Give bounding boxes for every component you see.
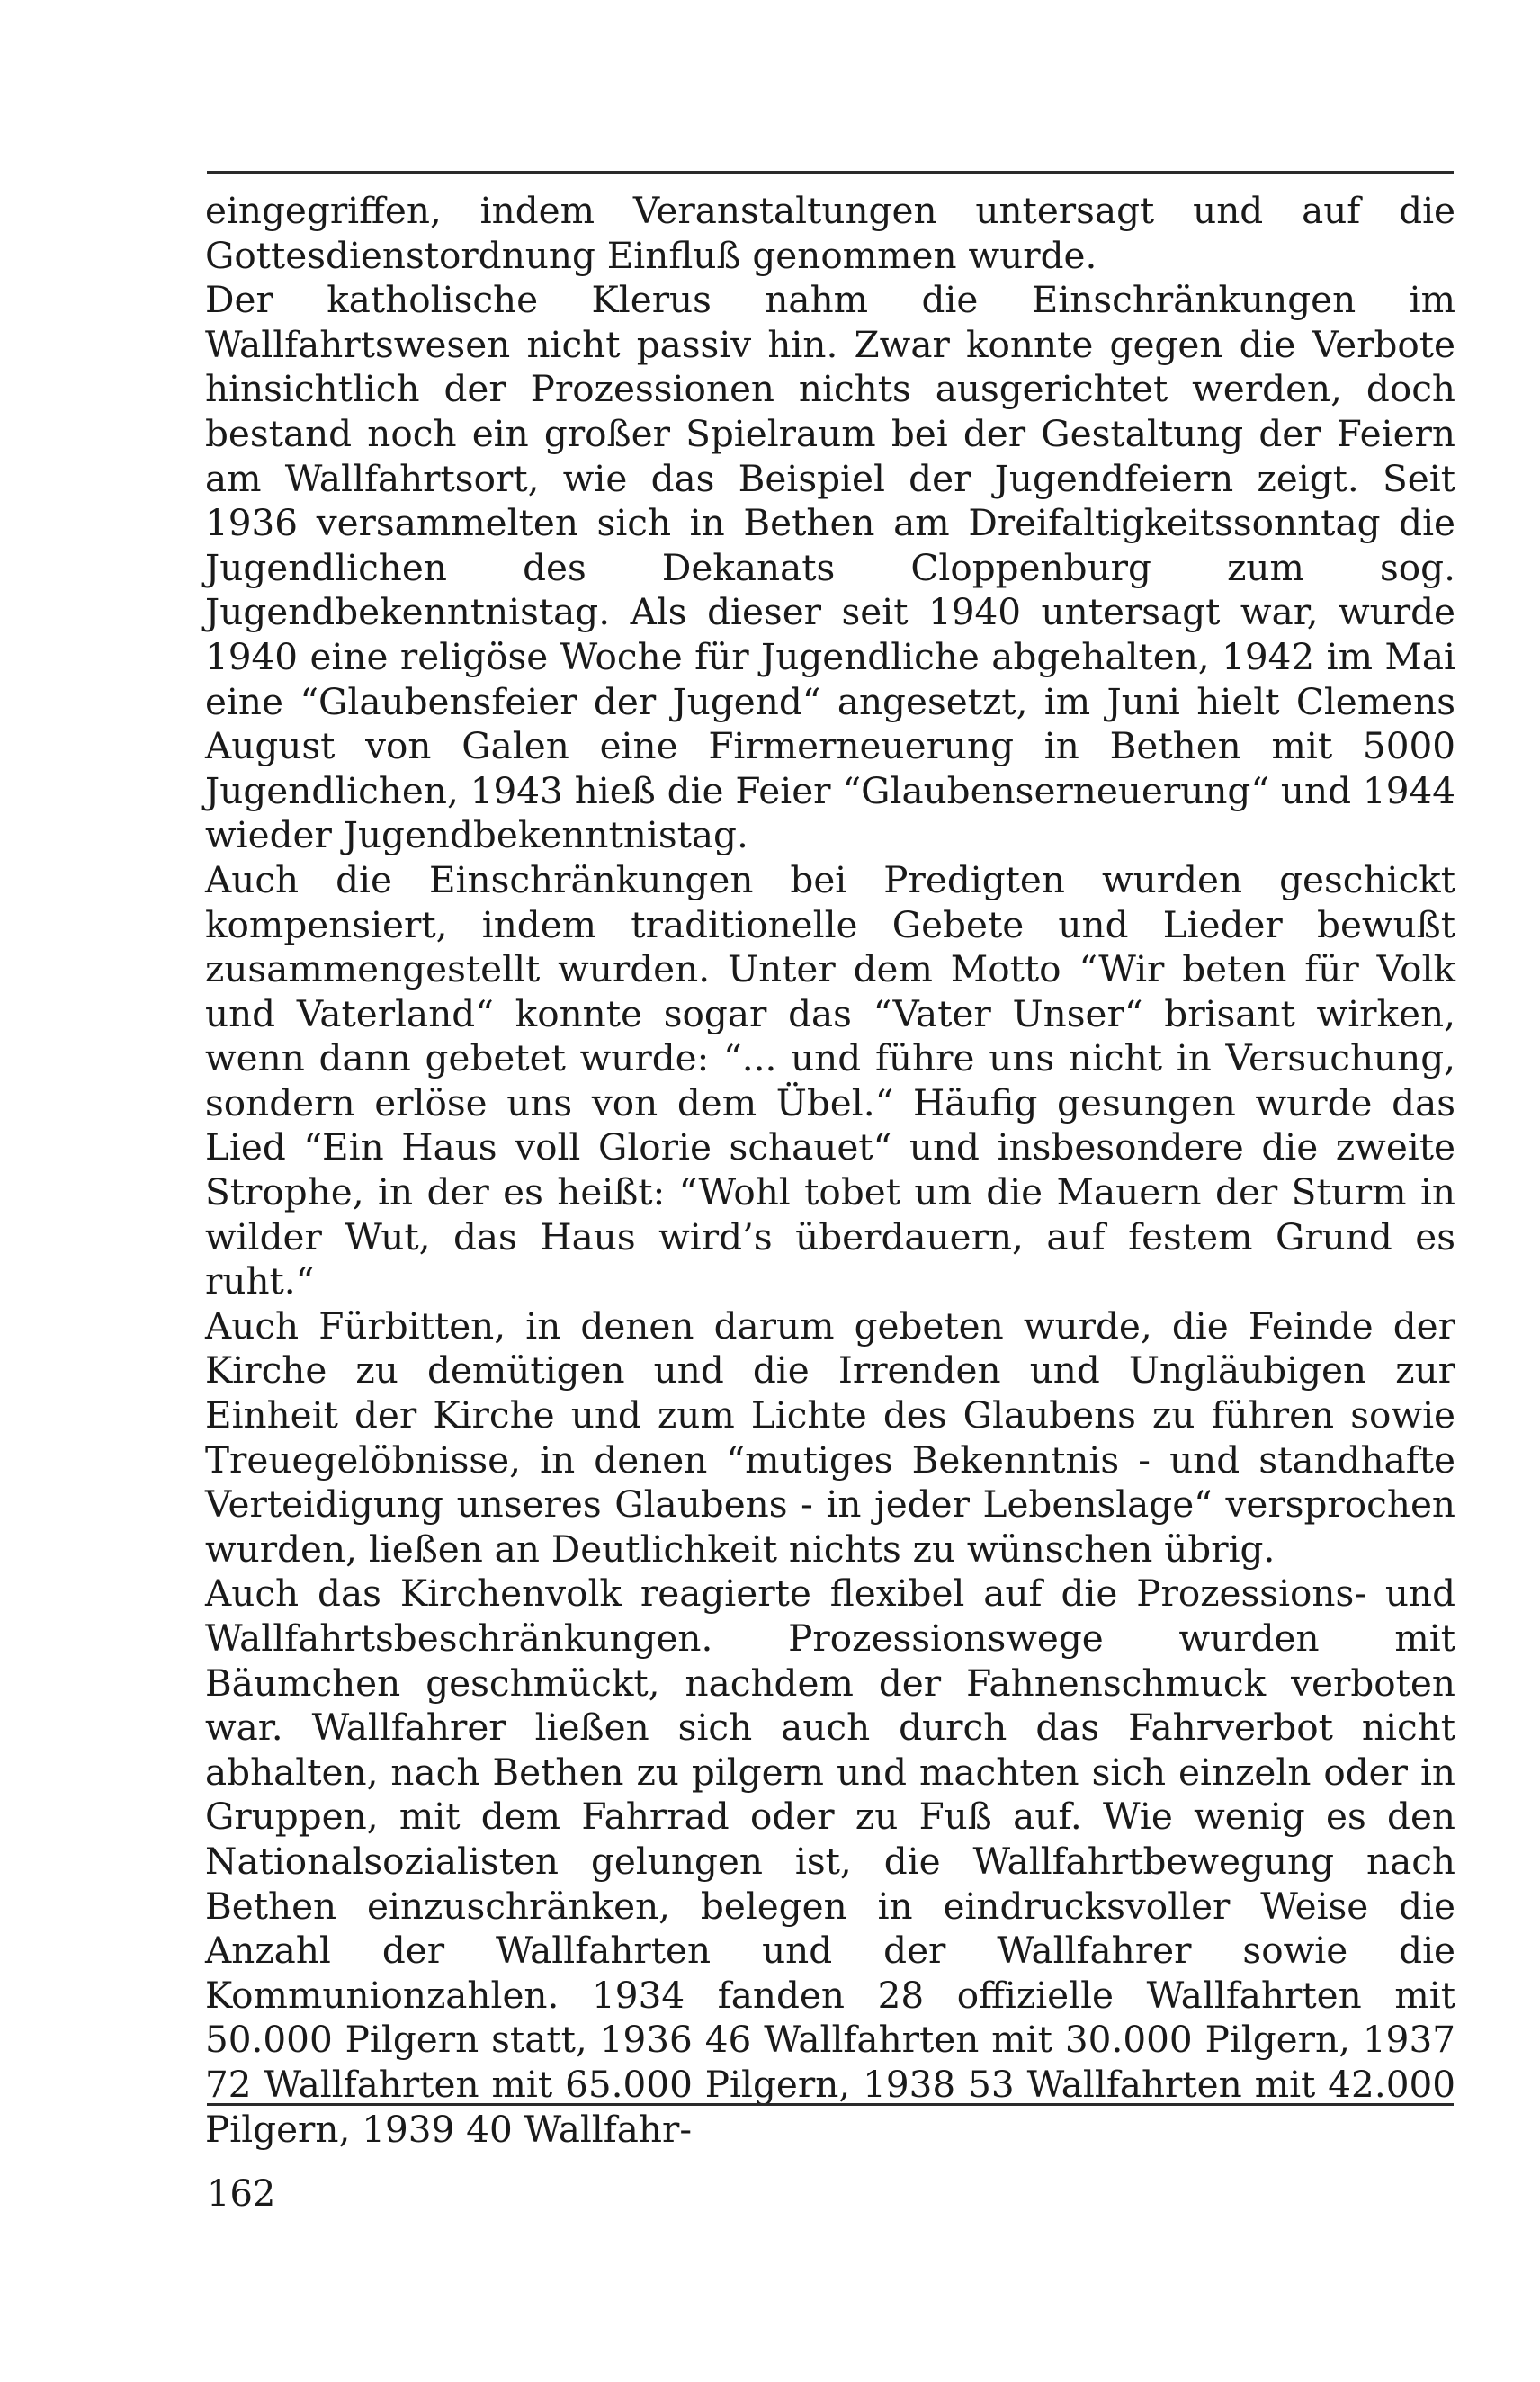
page-number: 162 — [207, 2173, 276, 2215]
paragraph-3: Auch die Einschränkungen bei Predigten wurden geschickt kompensiert, indem traditionelle Gebete und Lieder bewußt zusammengestellt wurden. Unter dem Motto “Wir beten für Volk und Vaterland“ konnte sogar das “Vater Unser“ brisant wirken, wenn dann gebetet wurde: “... und führe uns nicht in Versuchung, sondern erlöse uns von dem Übel.“ Häufig gesungen wurde das Lied “Ein Haus voll Glorie schauet“ und insbesondere die zweite Strophe, in der es heißt: “Wohl tobet um die Mauern der Sturm in wilder Wut, das Haus wird’s überdauern, auf festem Grund es ruht.“ — [205, 857, 1455, 1303]
paragraph-4: Auch Fürbitten, in denen darum gebeten wurde, die Feinde der Kirche zu demütigen und die Irrenden und Ungläubigen zur Einheit der Kirche und zum Lichte des Glaubens zu führen sowie Treuegelöbnisse, in denen “mutiges Bekenntnis - und standhafte Verteidigung unseres Glaubens - in jeder Lebenslage“ versprochen wurden, ließen an Deutlichkeit nichts zu wünschen übrig. — [205, 1303, 1455, 1571]
paragraph-5: Auch das Kirchenvolk reagierte flexibel auf die Prozessions- und Wallfahrtsbeschränkungen. Prozessionswege wurden mit Bäumchen geschmückt, nachdem der Fahnenschmuck verboten war. Wallfahrer ließen sich auch durch das Fahrverbot nicht abhalten, nach Bethen zu pilgern und machten sich einzeln oder in Gruppen, mit dem Fahrrad oder zu Fuß auf. Wie wenig es den Nationalsozialisten gelungen ist, die Wallfahrtbewegung nach Bethen einzuschränken, belegen in eindrucksvoller Weise die Anzahl der Wallfahrten und der Wallfahrer sowie die Kommunionzahlen. 1934 fanden 28 offizielle Wallfahrten mit 50.000 Pilgern statt, 1936 46 Wallfahrten mit 30.000 Pilgern, 1937 72 Wallfahrten mit 65.000 Pilgern, 1938 53 Wallfahrten mit 42.000 Pilgern, 1939 40 Wallfahr- — [205, 1572, 1455, 2151]
paragraph-1: eingegriffen, indem Veranstaltungen untersagt und auf die Gottesdienstordnung Einfluß genommen wurde. — [205, 189, 1455, 277]
paragraph-2: Der katholische Klerus nahm die Einschränkungen im Wallfahrtswesen nicht passiv hin. Zwar konnte gegen die Verbote hinsichtlich der Prozessionen nichts ausgerichtet werden, doch bestand noch ein großer Spielraum bei der Gestaltung der Feiern am Wallfahrtsort, wie das Beispiel der Jugendfeiern zeigt. Seit 1936 versammelten sich in Bethen am Dreifaltigkeitssonntag die Jugendlichen des Dekanats Cloppenburg zum sog. Jugendbekenntnistag. Als dieser seit 1940 untersagt war, wurde 1940 eine religöse Woche für Jugendliche abgehalten, 1942 im Mai eine “Glaubensfeier der Jugend“ angesetzt, im Juni hielt Clemens August von Galen eine Firmerneuerung in Bethen mit 5000 Jugendlichen, 1943 hieß die Feier “Glaubenserneuerung“ und 1944 wieder Jugendbekenntnistag. — [205, 278, 1455, 857]
bottom-rule — [207, 2103, 1454, 2106]
top-rule — [207, 171, 1454, 174]
body-text — [205, 189, 1455, 2152]
